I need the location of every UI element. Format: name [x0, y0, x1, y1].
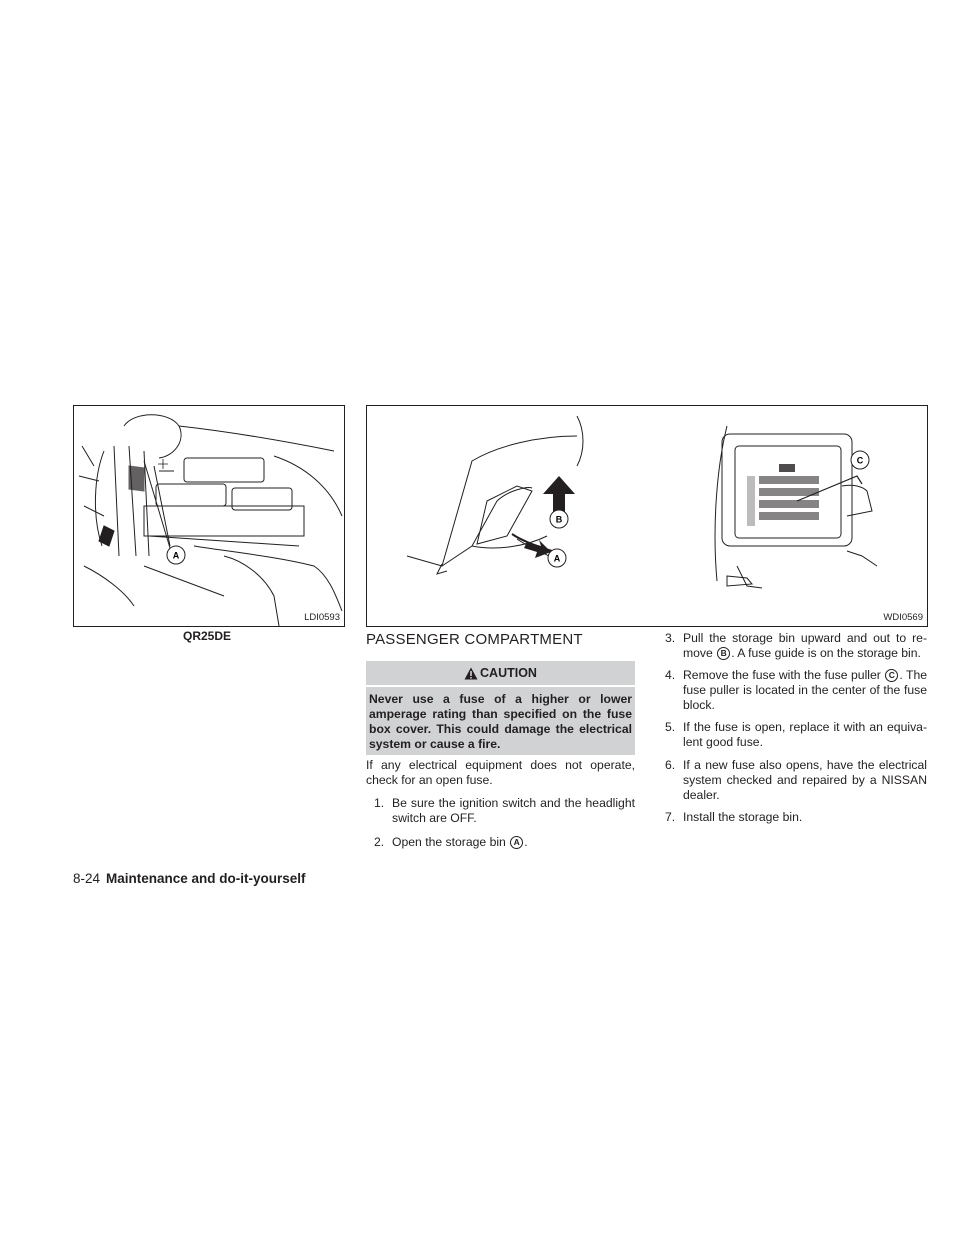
step-text: Pull the storage bin upward and out to re-move [683, 631, 927, 660]
figure-code: LDI0593 [304, 612, 340, 623]
intro-paragraph: If any electrical equipment does not operate, check for an open fuse. [366, 758, 635, 787]
page-footer [73, 871, 306, 886]
fuse-grid [747, 464, 819, 526]
engine-fuse-figure [73, 405, 345, 627]
step-number: 5. [665, 720, 676, 734]
chapter-title: Maintenance and do-it-yourself [106, 871, 306, 886]
passenger-fuse-figure [366, 405, 928, 627]
step-text-end: . The fuse puller is located in the center of the fuse block. [683, 668, 927, 712]
step-text-end: . A fuse guide is on the storage bin. [731, 646, 921, 660]
figure-code: WDI0569 [883, 612, 923, 623]
step-4 [665, 668, 927, 713]
step-number: 6. [665, 758, 676, 772]
engine-compartment-illustration [74, 406, 344, 626]
caution-label: CAUTION [480, 666, 537, 680]
page-number: 8-24 [73, 871, 101, 886]
step-text: Be sure the ignition switch and the headlight switch are OFF. [392, 796, 635, 825]
ref-b-icon: B [717, 647, 730, 660]
step-5 [665, 720, 927, 750]
step-text: Open the storage bin [392, 835, 506, 849]
step-text-end: . [524, 835, 528, 849]
step-text: If a new fuse also opens, have the electrical system checked and repaired by a NISSAN dealer. [683, 758, 927, 802]
warning-triangle-icon [464, 667, 478, 680]
figure-caption: QR25DE [183, 629, 232, 643]
step-number: 2. [374, 835, 385, 849]
step-7 [665, 810, 927, 825]
step-number: 4. [665, 668, 676, 682]
callout-c-label: C [856, 455, 864, 466]
step-number: 7. [665, 810, 676, 824]
caution-box [366, 661, 635, 755]
step-number: 3. [665, 631, 676, 645]
step-text: If the fuse is open, replace it with an equiva-lent good fuse. [683, 720, 927, 749]
caution-heading [366, 661, 635, 687]
step-2 [374, 835, 635, 850]
caution-text: Never use a fuse of a higher or lower amperage rating than specified on the fuse box cover. This could damage the electrical system or cause a fire. [369, 692, 632, 751]
storage-bin-illustration [367, 406, 927, 626]
step-3 [665, 631, 927, 661]
step-1 [374, 796, 635, 826]
step-6 [665, 758, 927, 803]
section-title: PASSENGER COMPARTMENT [366, 631, 583, 648]
ref-c-icon: C [885, 669, 898, 682]
callout-b-label: B [555, 514, 563, 525]
callout-a-label: A [172, 550, 180, 561]
step-number: 1. [374, 796, 385, 810]
step-text: Remove the fuse with the fuse puller [683, 668, 881, 682]
ref-a-icon: A [510, 836, 523, 849]
callout-a-label: A [553, 553, 561, 564]
step-text: Install the storage bin. [683, 810, 803, 824]
